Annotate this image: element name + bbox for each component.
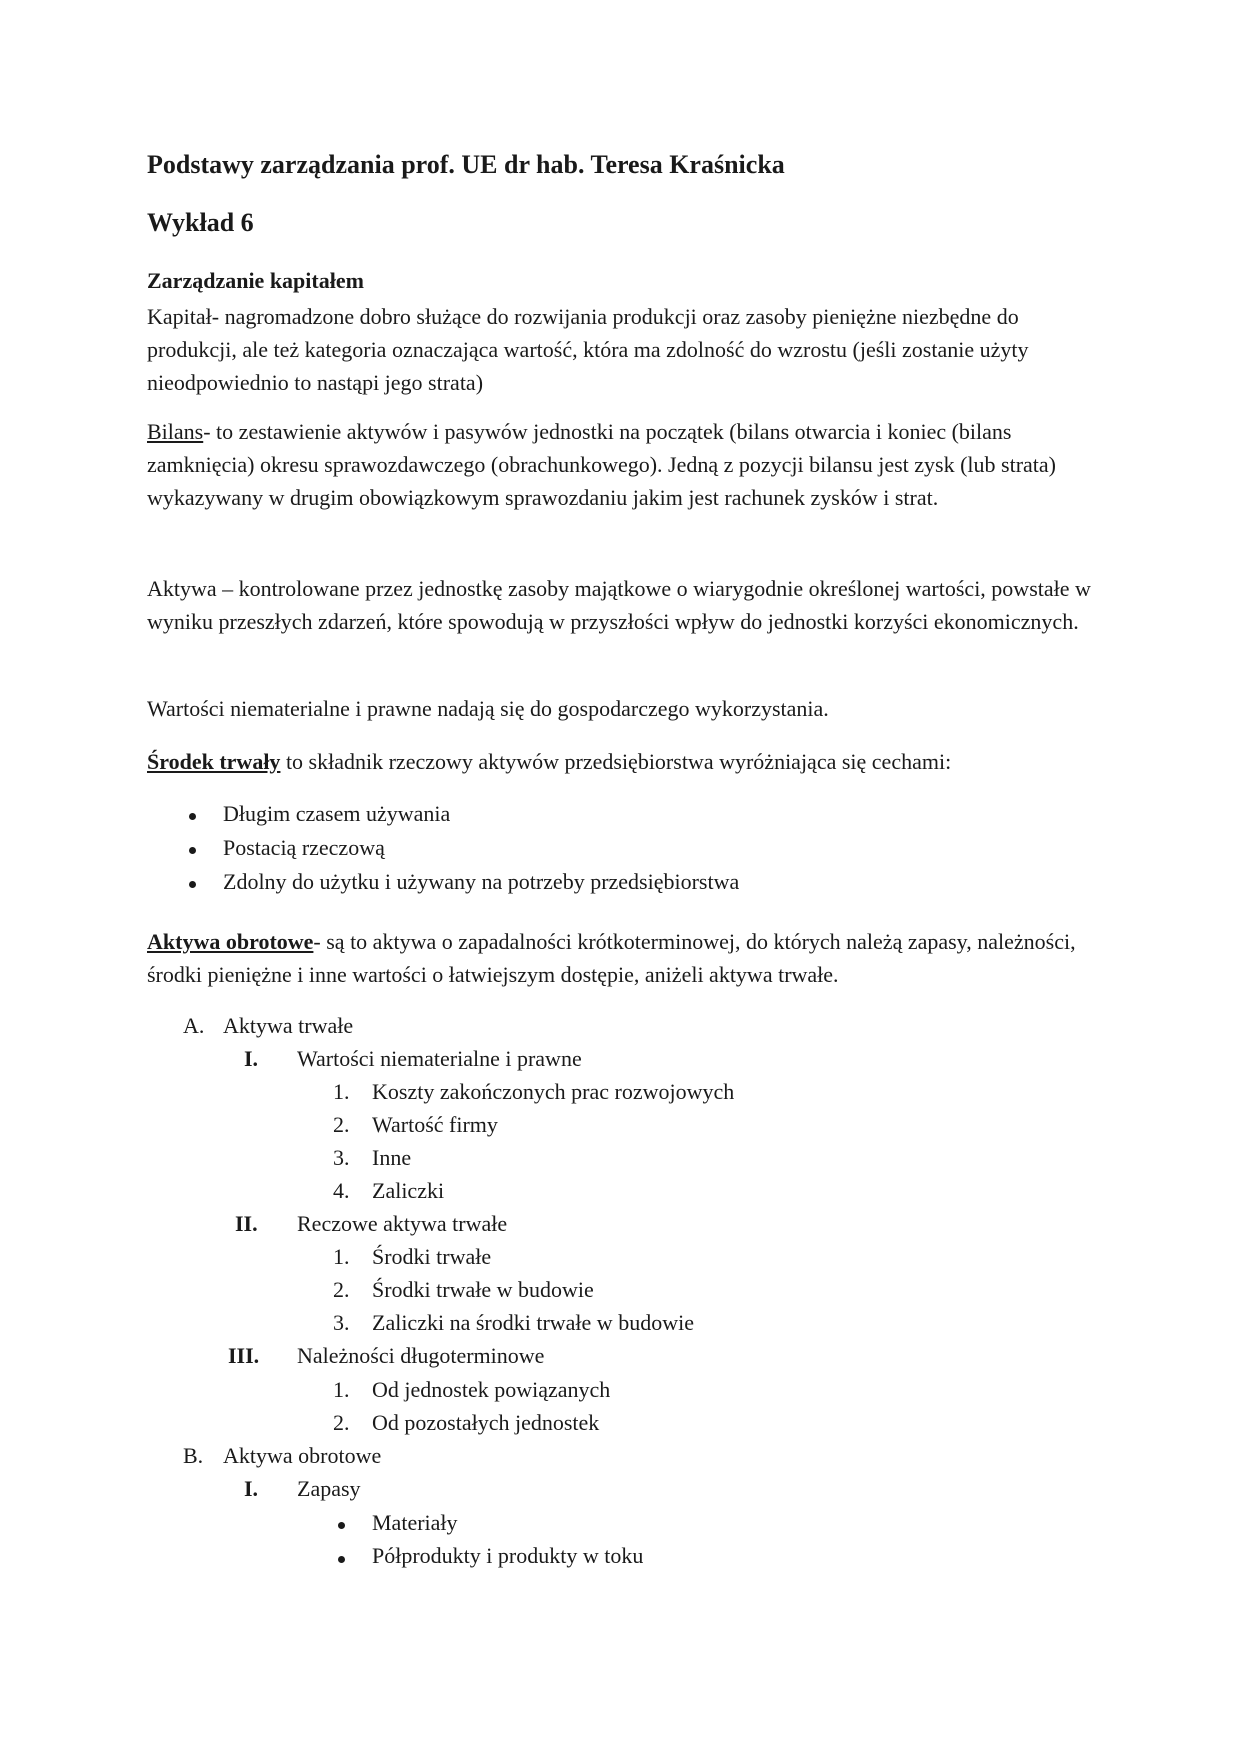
outline-marker: A. [183, 1013, 205, 1038]
term-srodek-trwaly: Środek trwały [147, 749, 281, 774]
bullet-icon [338, 1556, 345, 1563]
outline-item-aktywa-trwale: Aktywa trwałe [223, 1013, 354, 1038]
outline-marker: I. [244, 1476, 259, 1501]
paragraph-bilans [147, 415, 1107, 514]
outline-item: Zapasy [297, 1476, 361, 1501]
outline-subitem: Inne [372, 1145, 412, 1170]
outline-marker: 2. [333, 1112, 350, 1137]
outline-subitem: Zaliczki [372, 1178, 445, 1203]
bullet-icon [189, 813, 196, 820]
section-heading: Zarządzanie kapitałem [147, 268, 364, 293]
outline-item: Wartości niematerialne i prawne [297, 1046, 582, 1071]
paragraph-aktywa: Aktywa – kontrolowane przez jednostkę zasoby majątkowe o wiarygodnie określonej wartości, powstałe w wyniku przeszłych zdarzeń, które spowodują w przyszłości wpływ do jednostki korzyści ekonomicznych. [147, 576, 1091, 634]
outline-subitem: Zaliczki na środki trwałe w budowie [372, 1310, 694, 1335]
outline-marker: 3. [333, 1310, 350, 1335]
outline-subitem: Półprodukty i produkty w toku [372, 1543, 644, 1568]
outline-subitem: Koszty zakończonych prac rozwojowych [372, 1079, 735, 1104]
document-title: Podstawy zarządzania prof. UE dr hab. Teresa Kraśnicka [147, 150, 785, 179]
outline-marker: 2. [333, 1277, 350, 1302]
srodek-text: to składnik rzeczowy aktywów przedsiębiorstwa wyróżniająca się cechami: [280, 749, 952, 774]
outline-marker: 1. [333, 1377, 350, 1402]
outline-subitem: Środki trwałe [372, 1244, 492, 1269]
outline-item-aktywa-obrotowe: Aktywa obrotowe [223, 1443, 382, 1468]
outline-marker: III. [228, 1343, 260, 1368]
outline-marker: B. [183, 1443, 204, 1468]
outline-marker: 2. [333, 1410, 350, 1435]
bullet-icon [189, 847, 196, 854]
outline-subitem: Od pozostałych jednostek [372, 1410, 600, 1435]
outline-item: Należności długoterminowe [297, 1343, 545, 1368]
paragraph-wartosci: Wartości niematerialne i prawne nadają się do gospodarczego wykorzystania. [147, 696, 829, 721]
outline-subitem: Środki trwałe w budowie [372, 1277, 594, 1302]
outline-marker: II. [235, 1211, 258, 1236]
outline-subitem: Materiały [372, 1510, 458, 1535]
paragraph-kapital: Kapitał- nagromadzone dobro służące do rozwijania produkcji oraz zasoby pieniężne niezbędne do produkcji, ale też kategoria oznaczająca wartość, która ma zdolność do wzrostu (jeśli zostanie użyty nieodpowiednio to nastąpi jego strata) [147, 304, 1029, 395]
outline-marker: 4. [333, 1178, 350, 1203]
term-bilans: Bilans [147, 419, 204, 444]
outline-marker: 3. [333, 1145, 350, 1170]
outline-subitem: Wartość firmy [372, 1112, 498, 1137]
obrotowe-text: - są to aktywa o zapadalności krótkoterminowej, do których należą zapasy, należności, środki pieniężne i inne wartości o łatwiejszym dostępie, aniżeli aktywa trwałe. [147, 929, 1076, 987]
bilans-text: - to zestawienie aktywów i pasywów jednostki na początek (bilans otwarcia i koniec (bilans zamknięcia) okresu sprawozdawczego (obrachunkowego). Jedną z pozycji bilansu jest zysk (lub strata) wykazywany w drugim obowiązkowym sprawozdaniu jakim jest rachunek zysków i strat. [147, 419, 1056, 510]
list-item: Postacią rzeczową [223, 835, 385, 860]
list-item: Zdolny do użytku i używany na potrzeby przedsiębiorstwa [223, 869, 740, 894]
outline-marker: I. [244, 1046, 259, 1071]
outline-item: Reczowe aktywa trwałe [297, 1211, 508, 1236]
outline-marker: 1. [333, 1244, 350, 1269]
paragraph-aktywa-obrotowe [147, 925, 1107, 991]
list-item: Długim czasem używania [223, 801, 451, 826]
outline-marker: 1. [333, 1079, 350, 1104]
term-aktywa-obrotowe: Aktywa obrotowe [147, 929, 314, 954]
lecture-heading: Wykład 6 [147, 208, 254, 237]
outline-subitem: Od jednostek powiązanych [372, 1377, 611, 1402]
paragraph-srodek-trwaly [147, 745, 1107, 778]
bullet-icon [189, 881, 196, 888]
bullet-icon [338, 1522, 345, 1529]
